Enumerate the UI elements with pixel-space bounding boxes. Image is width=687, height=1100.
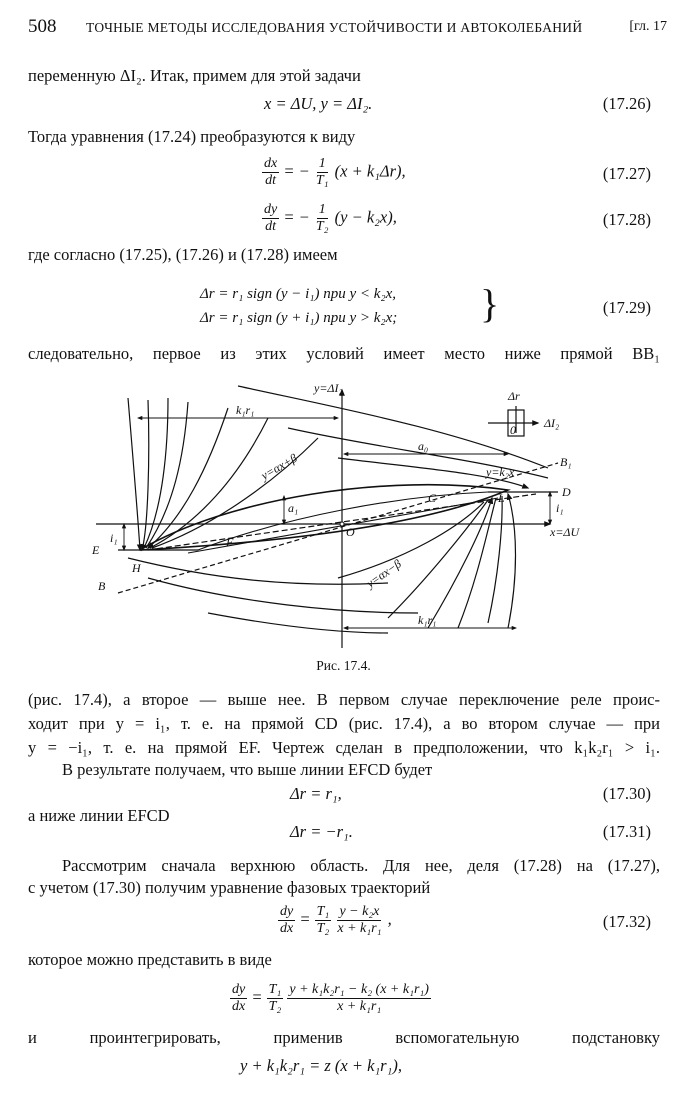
label-D: D <box>562 485 571 499</box>
label-B1: B₁ <box>560 455 572 469</box>
label-H: H <box>132 561 141 575</box>
paragraph-line: где согласно (17.25), (17.26) и (17.28) имеем <box>28 245 338 264</box>
equation-17-27: $\frac{dx}{dt}$ = − $\frac{1}{\text{T₁}}$ (x + k₁Δr), <box>264 156 406 188</box>
equation-number: (17.29) <box>602 298 651 317</box>
paragraph-line: которое можно представить в виде <box>28 950 272 969</box>
fraction: $\frac{\text{y − k₂x}}{\text{x + k₁r₁}}$ <box>337 904 382 936</box>
equation-17-26: x = ΔU, y = ΔI₂. <box>264 94 373 113</box>
equation-17-29b: Δr = r₁ sign (y + i₁) при y > k₂x; <box>200 310 398 326</box>
label-i1-right: i₁ <box>556 501 564 515</box>
label-line-lower: y=αx−β <box>363 556 404 591</box>
paragraph-line: и проинтегрировать, применив вспомогательную подстановку <box>28 1028 660 1047</box>
trajectory <box>488 496 502 623</box>
trajectory <box>128 398 140 550</box>
trajectory <box>144 398 168 548</box>
phase-portrait-figure <box>88 378 608 653</box>
equation-number: (17.31) <box>602 822 651 841</box>
label-k1r1-top: k₁r₁ <box>236 403 255 417</box>
equation-number: (17.30) <box>602 784 651 803</box>
paragraph-line: а ниже линии EFCD <box>28 806 170 825</box>
fraction: $\frac{dy}{dt}$ <box>264 202 278 234</box>
paragraph-line: следовательно, первое из этих условий имеет место ниже прямой BB₁ <box>28 344 660 363</box>
running-title: ТОЧНЫЕ МЕТОДЫ ИССЛЕДОВАНИЯ УСТОЙЧИВОСТИ И АВТОКОЛЕБАНИЙ <box>86 20 583 35</box>
chapter-marker: [гл. 17 <box>629 19 667 34</box>
trajectory <box>208 613 388 633</box>
trajectory <box>142 400 149 550</box>
label-k1r1-bottom: k₁r₁ <box>418 613 437 627</box>
label-inset-di: ΔI₂ <box>544 416 560 430</box>
paragraph-line: В результате получаем, что выше линии EFCD будет <box>62 760 433 779</box>
label-y-axis: y=ΔI₂ <box>314 381 343 395</box>
fraction: $\frac{dy}{dx}$ <box>280 904 294 936</box>
equation-17-28: $\frac{dy}{dt}$ = − $\frac{1}{\text{T₂}}$ (y − k₂x), <box>264 202 397 234</box>
paragraph-line: ходит при y = i₁, т. е. на прямой CD (рис. 17.4), а во втором случае — при <box>28 714 660 733</box>
right-brace: } <box>480 281 500 326</box>
fraction: $\frac{\text{T₁}}{\text{T₂}}$ <box>316 904 330 936</box>
label-line-upper: y=αx+β <box>258 450 300 483</box>
equation-number: (17.32) <box>602 912 651 931</box>
label-B: B <box>98 579 106 593</box>
paragraph-line: переменную ΔI₂. Итак, примем для этой задачи <box>28 66 361 85</box>
paragraph-line: (рис. 17.4), а второе — выше нее. В первом случае переключение реле проис- <box>28 690 660 709</box>
label-inset-o: 0 <box>510 423 516 437</box>
figure-caption: Рис. 17.4. <box>316 658 371 673</box>
label-line-k2x: y=k₂x <box>486 465 515 479</box>
fraction: $\frac{1}{\text{T₂}}$ <box>315 202 329 234</box>
label-i1-left: i₁ <box>110 531 118 545</box>
paragraph-line: с учетом (17.30) получим уравнение фазовых траекторий <box>28 878 431 897</box>
page-number: 508 <box>28 16 57 37</box>
trajectory <box>508 494 516 628</box>
equation-17-32: $\frac{dy}{dx}$ = $\frac{\text{T₁}}{\text{T₂}}$ $\frac{\text{y − k₂x}}{\text{x + k₁r₁}}$ , <box>280 904 392 936</box>
label-inset-dr: Δr <box>508 389 520 403</box>
fraction: $\frac{\text{y + k₁k₂r₁ − k₂ (x + k₁r₁)}}{\text{x + k₁r₁}}$ <box>289 982 429 1014</box>
label-a0: a₀ <box>418 439 429 453</box>
paragraph-line: Тогда уравнения (17.24) преобразуются к виду <box>28 127 356 146</box>
equation-unnumbered: $\frac{dy}{dx}$ = $\frac{\text{T₁}}{\text{T₂}}$ $\frac{\text{y + k₁k₂r₁ − k₂ (x + k₁r₁)}}{\text{x + k₁r₁}}$ <box>232 982 429 1014</box>
paragraph-line: y = −i₁, т. е. на прямой EF. Чертеж сделан в предположении, что k₁k₂r₁ > i₁. <box>28 738 660 757</box>
trajectory <box>128 558 388 584</box>
fraction: $\frac{1}{\text{T₁}}$ <box>315 156 329 188</box>
fraction: $\frac{dx}{dt}$ <box>264 156 278 188</box>
origin-point <box>340 522 344 526</box>
equation-17-31: Δr = −r₁. <box>290 822 353 841</box>
fraction: $\frac{dy}{dx}$ <box>232 982 246 1014</box>
label-C: C <box>428 491 437 505</box>
label-x-axis: x=ΔU <box>550 525 580 539</box>
equation-17-30: Δr = r₁, <box>290 784 342 803</box>
trajectory <box>388 500 488 618</box>
equation-number: (17.27) <box>602 164 651 183</box>
running-header <box>28 16 667 40</box>
label-E: E <box>92 543 100 557</box>
label-O: O <box>346 525 355 539</box>
label-F: F <box>226 535 234 549</box>
equation-substitution: y + k₁k₂r₁ = z (x + k₁r₁), <box>240 1056 402 1075</box>
equation-number: (17.28) <box>602 210 651 229</box>
equation-17-29a: Δr = r₁ sign (y − i₁) при y < k₂x, <box>200 286 397 302</box>
equation-number: (17.26) <box>602 94 651 113</box>
label-a1: a₁ <box>288 501 299 515</box>
paragraph-line: Рассмотрим сначала верхнюю область. Для нее, деля (17.28) на (17.27), <box>62 856 660 875</box>
fraction: $\frac{\text{T₁}}{\text{T₂}}$ <box>268 982 282 1014</box>
label-L: L <box>498 491 505 505</box>
